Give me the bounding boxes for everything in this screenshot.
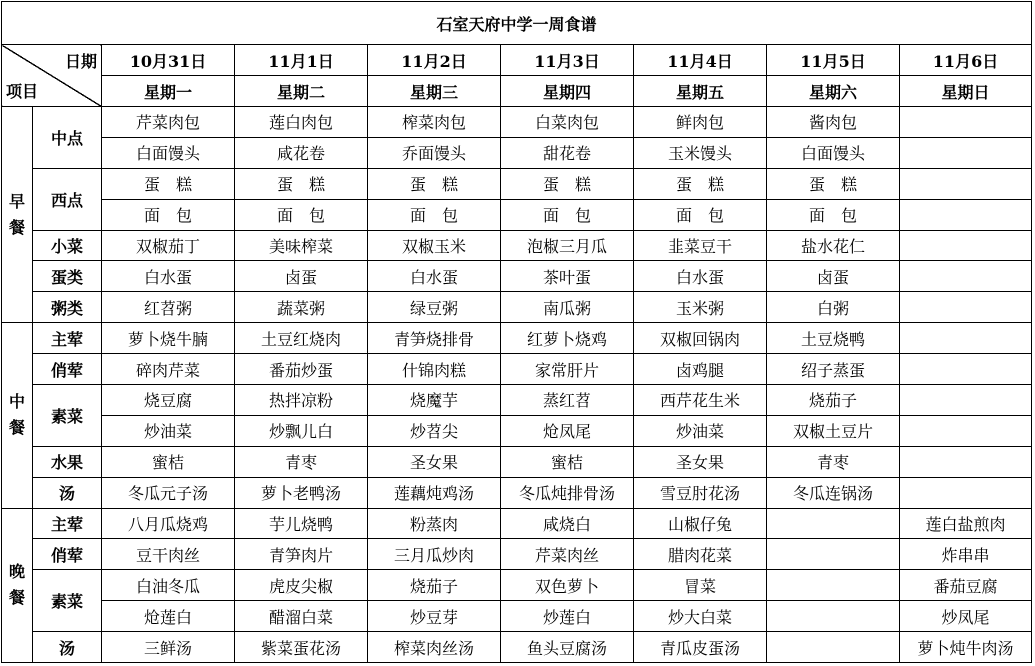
breakfast-row: [2, 168, 1032, 199]
dish-cell: 萝卜老鸭汤: [235, 477, 368, 508]
lunch-row: [2, 446, 1032, 477]
dish-cell: 面 包: [235, 199, 368, 230]
dish-cell: 萝卜烧牛腩: [102, 323, 235, 354]
dish-cell: 西芹花生米: [634, 385, 767, 416]
dish-cell: 红萝卜烧鸡: [501, 323, 634, 354]
lunch-label-char: 餐: [8, 418, 25, 438]
dish-cell: 圣女果: [634, 446, 767, 477]
dish-cell: 青枣: [235, 446, 368, 477]
dinner-label-char: 晚: [8, 562, 25, 582]
dish-cell: 莲白盐煎肉: [900, 508, 1032, 539]
lunch-row: [2, 323, 1032, 354]
dish-cell: 三月瓜炒肉: [368, 539, 501, 570]
dish-cell: 烧豆腐: [102, 385, 235, 416]
category-label: 素菜: [33, 385, 102, 447]
dish-cell: 冬瓜元子汤: [102, 477, 235, 508]
dish-cell: 青枣: [767, 446, 900, 477]
dish-cell: 面 包: [634, 199, 767, 230]
date-cell: 11月2日: [368, 45, 501, 76]
dish-cell: 什锦肉糕: [368, 354, 501, 385]
dish-cell: 白面馒头: [767, 137, 900, 168]
dish-cell: 榨菜肉丝汤: [368, 632, 501, 663]
dish-cell: 双椒回锅肉: [634, 323, 767, 354]
dish-cell: [900, 107, 1032, 138]
weekday-cell: 星期四: [501, 76, 634, 107]
breakfast-label-char: 早: [8, 191, 25, 211]
dish-cell: 鲜肉包: [634, 107, 767, 138]
dish-cell: 番茄豆腐: [900, 570, 1032, 601]
dish-cell: 山椒仔兔: [634, 508, 767, 539]
breakfast-row: [2, 137, 1032, 168]
dish-cell: 蛋 糕: [102, 168, 235, 199]
breakfast-label: [2, 107, 33, 323]
dish-cell: 美味榨菜: [235, 230, 368, 261]
dish-cell: 绿豆粥: [368, 292, 501, 323]
dish-cell: 粉蒸肉: [368, 508, 501, 539]
breakfast-row: [2, 107, 1032, 138]
dish-cell: 青笋肉片: [235, 539, 368, 570]
dish-cell: 乔面馒头: [368, 137, 501, 168]
date-cell: 10月31日: [102, 45, 235, 76]
dish-cell: 炝凤尾: [501, 415, 634, 446]
category-label: 素菜: [33, 570, 102, 632]
category-label: 俏荤: [33, 539, 102, 570]
dish-cell: 白粥: [767, 292, 900, 323]
dish-cell: [900, 137, 1032, 168]
category-label: 主荤: [33, 323, 102, 354]
dish-cell: [900, 230, 1032, 261]
dish-cell: [900, 477, 1032, 508]
dish-cell: 卤鸡腿: [634, 354, 767, 385]
dish-cell: 炝莲白: [102, 601, 235, 632]
date-header-label: 日期: [64, 52, 97, 71]
dish-cell: 茶叶蛋: [501, 261, 634, 292]
dish-cell: 炒油菜: [634, 415, 767, 446]
dish-cell: 炒苕尖: [368, 415, 501, 446]
dish-cell: 炒油菜: [102, 415, 235, 446]
dish-cell: 烧茄子: [368, 570, 501, 601]
weekday-cell: 星期五: [634, 76, 767, 107]
dish-cell: [767, 508, 900, 539]
dish-cell: 双椒土豆片: [767, 415, 900, 446]
dinner-label-char: 餐: [8, 588, 25, 608]
dish-cell: 双椒玉米: [368, 230, 501, 261]
category-label: 水果: [33, 446, 102, 477]
dish-cell: 烧茄子: [767, 385, 900, 416]
dinner-label: [2, 508, 33, 662]
menu-title: 石室天府中学一周食谱: [2, 2, 1032, 45]
dish-cell: 虎皮尖椒: [235, 570, 368, 601]
dish-cell: 白面馒头: [102, 137, 235, 168]
dish-cell: 蔬菜粥: [235, 292, 368, 323]
dish-cell: 蛋 糕: [767, 168, 900, 199]
dish-cell: 榨菜肉包: [368, 107, 501, 138]
dish-cell: 豆干肉丝: [102, 539, 235, 570]
category-label: 蛋类: [33, 261, 102, 292]
dish-cell: 面 包: [368, 199, 501, 230]
dish-cell: 鱼头豆腐汤: [501, 632, 634, 663]
dish-cell: 萝卜炖牛肉汤: [900, 632, 1032, 663]
dish-cell: 家常肝片: [501, 354, 634, 385]
category-label: 汤: [33, 477, 102, 508]
dish-cell: 白油冬瓜: [102, 570, 235, 601]
dinner-row: [2, 539, 1032, 570]
dish-cell: 蛋 糕: [501, 168, 634, 199]
dish-cell: 甜花卷: [501, 137, 634, 168]
dish-cell: 白水蛋: [634, 261, 767, 292]
date-cell: 11月5日: [767, 45, 900, 76]
dish-cell: 蒸红苕: [501, 385, 634, 416]
dish-cell: 炸串串: [900, 539, 1032, 570]
item-header-label: 项目: [6, 82, 39, 101]
dish-cell: [900, 168, 1032, 199]
dish-cell: 莲白肉包: [235, 107, 368, 138]
weekly-menu-table: [1, 1, 1032, 663]
weekday-cell: 星期一: [102, 76, 235, 107]
dish-cell: [900, 385, 1032, 416]
dinner-row: [2, 601, 1032, 632]
dish-cell: [767, 539, 900, 570]
dish-cell: 蛋 糕: [634, 168, 767, 199]
dish-cell: 圣女果: [368, 446, 501, 477]
dish-cell: 炒豆芽: [368, 601, 501, 632]
dish-cell: 三鲜汤: [102, 632, 235, 663]
dish-cell: 泡椒三月瓜: [501, 230, 634, 261]
dish-cell: 酱肉包: [767, 107, 900, 138]
dish-cell: 炒飘儿白: [235, 415, 368, 446]
dish-cell: 面 包: [767, 199, 900, 230]
lunch-row: [2, 415, 1032, 446]
dish-cell: 冬瓜连锅汤: [767, 477, 900, 508]
dish-cell: 八月瓜烧鸡: [102, 508, 235, 539]
date-cell: 11月4日: [634, 45, 767, 76]
dish-cell: 韭菜豆干: [634, 230, 767, 261]
dish-cell: 白菜肉包: [501, 107, 634, 138]
dish-cell: 玉米馒头: [634, 137, 767, 168]
lunch-row: [2, 354, 1032, 385]
dish-cell: 卤蛋: [235, 261, 368, 292]
dish-cell: 玉米粥: [634, 292, 767, 323]
category-label: 小菜: [33, 230, 102, 261]
dish-cell: 青瓜皮蛋汤: [634, 632, 767, 663]
dish-cell: 紫菜蛋花汤: [235, 632, 368, 663]
dish-cell: 双椒茄丁: [102, 230, 235, 261]
dish-cell: 碎肉芹菜: [102, 354, 235, 385]
category-label: 西点: [33, 168, 102, 230]
header-corner-cell: [2, 45, 102, 107]
dish-cell: 番茄炒蛋: [235, 354, 368, 385]
dish-cell: 芹菜肉丝: [501, 539, 634, 570]
dish-cell: [900, 261, 1032, 292]
dish-cell: 双色萝卜: [501, 570, 634, 601]
dish-cell: [900, 323, 1032, 354]
category-label: 汤: [33, 632, 102, 663]
date-cell: 11月6日: [900, 45, 1032, 76]
breakfast-row: [2, 261, 1032, 292]
dish-cell: 热拌凉粉: [235, 385, 368, 416]
dish-cell: [900, 199, 1032, 230]
dish-cell: 咸烧白: [501, 508, 634, 539]
dish-cell: 莲藕炖鸡汤: [368, 477, 501, 508]
dish-cell: 芋儿烧鸭: [235, 508, 368, 539]
dish-cell: [767, 570, 900, 601]
dish-cell: 雪豆肘花汤: [634, 477, 767, 508]
dish-cell: 冬瓜炖排骨汤: [501, 477, 634, 508]
category-label: 粥类: [33, 292, 102, 323]
dish-cell: 盐水花仁: [767, 230, 900, 261]
dish-cell: 炒大白菜: [634, 601, 767, 632]
dish-cell: 白水蛋: [102, 261, 235, 292]
dish-cell: 炒凤尾: [900, 601, 1032, 632]
dish-cell: 蜜桔: [501, 446, 634, 477]
breakfast-row: [2, 230, 1032, 261]
weekday-cell: 星期日: [900, 76, 1032, 107]
dish-cell: 土豆红烧肉: [235, 323, 368, 354]
breakfast-label-char: 餐: [8, 217, 25, 237]
dish-cell: [900, 446, 1032, 477]
weekday-cell: 星期二: [235, 76, 368, 107]
dish-cell: 蜜桔: [102, 446, 235, 477]
dish-cell: 绍子蒸蛋: [767, 354, 900, 385]
dish-cell: 蛋 糕: [235, 168, 368, 199]
dish-cell: 青笋烧排骨: [368, 323, 501, 354]
dish-cell: 卤蛋: [767, 261, 900, 292]
dish-cell: 咸花卷: [235, 137, 368, 168]
dish-cell: 面 包: [102, 199, 235, 230]
breakfast-row: [2, 199, 1032, 230]
dish-cell: [900, 292, 1032, 323]
lunch-row: [2, 385, 1032, 416]
dish-cell: [900, 415, 1032, 446]
dinner-row: [2, 508, 1032, 539]
dish-cell: 白水蛋: [368, 261, 501, 292]
dish-cell: 南瓜粥: [501, 292, 634, 323]
category-label: 中点: [33, 107, 102, 169]
dinner-row: [2, 570, 1032, 601]
lunch-row: [2, 477, 1032, 508]
date-cell: 11月1日: [235, 45, 368, 76]
weekday-cell: 星期六: [767, 76, 900, 107]
dinner-row: [2, 632, 1032, 663]
category-label: 主荤: [33, 508, 102, 539]
dish-cell: 红苕粥: [102, 292, 235, 323]
dish-cell: 面 包: [501, 199, 634, 230]
dish-cell: 醋溜白菜: [235, 601, 368, 632]
breakfast-row: [2, 292, 1032, 323]
dish-cell: 腊肉花菜: [634, 539, 767, 570]
dish-cell: [767, 632, 900, 663]
dish-cell: 冒菜: [634, 570, 767, 601]
dish-cell: 芹菜肉包: [102, 107, 235, 138]
lunch-label-char: 中: [8, 392, 25, 412]
dish-cell: [900, 354, 1032, 385]
weekday-cell: 星期三: [368, 76, 501, 107]
dish-cell: 土豆烧鸭: [767, 323, 900, 354]
date-cell: 11月3日: [501, 45, 634, 76]
category-label: 俏荤: [33, 354, 102, 385]
lunch-label: [2, 323, 33, 508]
dish-cell: 炒莲白: [501, 601, 634, 632]
dish-cell: 烧魔芋: [368, 385, 501, 416]
dish-cell: 蛋 糕: [368, 168, 501, 199]
dish-cell: [767, 601, 900, 632]
